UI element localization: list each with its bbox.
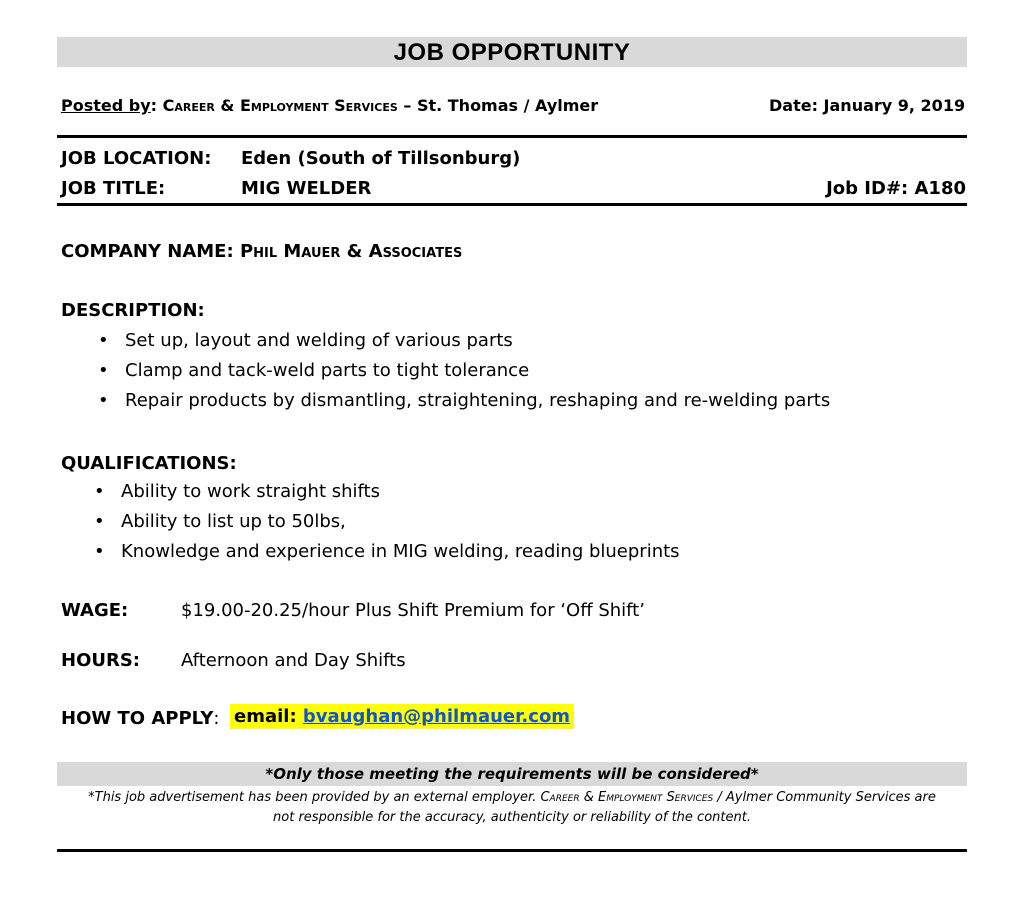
description-item-1: Set up, layout and welding of various parts [125,330,513,351]
disclaimer-post: / Aylmer Community Services are [713,790,936,805]
job-title-label: JOB TITLE: [61,178,166,199]
bullet-icon: • [94,481,105,502]
apply-colon: : [213,708,220,729]
description-heading: DESCRIPTION: [61,300,205,321]
email-link[interactable]: bvaughan@philmauer.com [302,706,571,727]
disclaimer-line-1 [57,788,967,808]
disclaimer-line-2: not responsible for the accuracy, authenticity or reliability of the content. [273,810,751,825]
divider-bottom [57,849,967,852]
apply-email [230,706,574,727]
job-location-value: Eden (South of Tillsonburg) [241,148,521,169]
description-list [98,326,831,416]
page-title: JOB OPPORTUNITY [393,39,631,66]
list-item [98,356,830,386]
bullet-icon: • [94,541,105,562]
posted-by [61,96,598,115]
requirements-note: *Only those meeting the requirements will be considered* [265,765,759,783]
qualification-item-3: Knowledge and experience in MIG welding, reading blueprints [121,541,680,562]
apply-label: HOW TO APPLY [61,708,214,729]
bullet-icon: • [98,330,109,351]
agency-name: Career & Employment Services [162,96,398,115]
company-name: Phil Mauer & Associates [239,241,463,262]
disclaimer-agency: Career & Employment Services [540,790,714,805]
apply-row [61,708,219,729]
bullet-icon: • [98,360,109,381]
agency-location: – St. Thomas / Aylmer [397,96,599,115]
list-item [94,537,680,567]
qualification-item-1: Ability to work straight shifts [121,481,380,502]
job-location-label: JOB LOCATION: [61,148,212,169]
job-title-value: MIG WELDER [241,178,372,199]
qualifications-heading: QUALIFICATIONS: [61,453,237,474]
company [61,241,462,262]
divider-top [57,135,967,138]
hours-value: Afternoon and Day Shifts [181,650,406,671]
list-item [98,326,830,356]
wage-label: WAGE: [61,600,129,621]
list-item [94,507,680,537]
qualification-item-2: Ability to list up to 50lbs, [121,511,346,532]
hours-label: HOURS: [61,650,141,671]
description-item-3: Repair products by dismantling, straightening, reshaping and re-welding parts [125,390,831,411]
list-item [94,477,680,507]
posted-by-label: Posted by [61,96,151,115]
qualifications-list [94,477,680,567]
posted-by-colon: : [150,96,163,115]
description-item-2: Clamp and tack-weld parts to tight tolerance [125,360,530,381]
title-banner [57,37,967,67]
posting-date: Date: January 9, 2019 [769,96,966,115]
company-label: COMPANY NAME: [61,241,240,262]
requirements-banner [57,762,967,786]
job-id: Job ID#: A180 [826,178,966,199]
wage-value: $19.00-20.25/hour Plus Shift Premium for ‘Off Shift’ [181,600,645,621]
disclaimer-pre: *This job advertisement has been provided by an external employer. [88,790,541,805]
email-label: email: [234,706,303,727]
bullet-icon: • [98,390,109,411]
bullet-icon: • [94,511,105,532]
divider-job [57,203,967,206]
email-highlight [230,704,574,729]
list-item [98,386,831,416]
